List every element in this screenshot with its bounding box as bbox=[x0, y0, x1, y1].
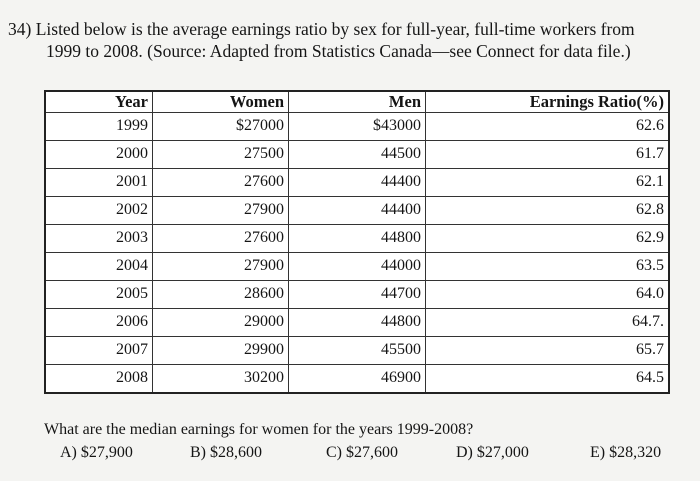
cell-ratio: 65.7 bbox=[426, 336, 670, 364]
answer-choice-e[interactable]: E) $28,320 bbox=[590, 444, 662, 461]
header-women: Women bbox=[153, 91, 289, 113]
cell-year: 2002 bbox=[45, 196, 153, 224]
header-earnings-ratio: Earnings Ratio(%) bbox=[426, 91, 670, 113]
cell-year: 1999 bbox=[45, 113, 153, 141]
answer-choice-c[interactable]: C) $27,600 bbox=[326, 444, 398, 461]
cell-women: 28600 bbox=[153, 280, 289, 308]
cell-women: 29000 bbox=[153, 308, 289, 336]
cell-women: $27000 bbox=[153, 113, 289, 141]
cell-ratio: 62.1 bbox=[426, 168, 670, 196]
cell-men: 45500 bbox=[289, 336, 426, 364]
cell-ratio: 64.7. bbox=[426, 308, 670, 336]
cell-women: 27600 bbox=[153, 224, 289, 252]
table-header-row bbox=[45, 91, 669, 113]
cell-women: 30200 bbox=[153, 364, 289, 393]
table-row bbox=[45, 308, 669, 336]
question-line-2: 1999 to 2008. (Source: Adapted from Statistics Canada—see Connect for data file.) bbox=[46, 41, 631, 61]
cell-year: 2004 bbox=[45, 252, 153, 280]
answer-choice-d[interactable]: D) $27,000 bbox=[456, 444, 529, 461]
table-row bbox=[45, 140, 669, 168]
cell-year: 2000 bbox=[45, 140, 153, 168]
answer-choice-b[interactable]: B) $28,600 bbox=[190, 444, 262, 461]
cell-women: 27900 bbox=[153, 252, 289, 280]
question-text bbox=[8, 18, 688, 62]
cell-men: 44700 bbox=[289, 280, 426, 308]
cell-year: 2005 bbox=[45, 280, 153, 308]
cell-women: 27600 bbox=[153, 168, 289, 196]
table-row bbox=[45, 196, 669, 224]
question-line-1: 34) Listed below is the average earnings ratio by sex for full-year, full-time workers from bbox=[8, 19, 635, 39]
cell-men: 44800 bbox=[289, 308, 426, 336]
cell-men: 46900 bbox=[289, 364, 426, 393]
cell-ratio: 63.5 bbox=[426, 252, 670, 280]
cell-men: 44400 bbox=[289, 196, 426, 224]
header-year: Year bbox=[45, 91, 153, 113]
cell-year: 2008 bbox=[45, 364, 153, 393]
cell-ratio: 62.8 bbox=[426, 196, 670, 224]
cell-ratio: 62.6 bbox=[426, 113, 670, 141]
table-row bbox=[45, 168, 669, 196]
cell-women: 27500 bbox=[153, 140, 289, 168]
cell-ratio: 62.9 bbox=[426, 224, 670, 252]
table-row bbox=[45, 280, 669, 308]
cell-women: 29900 bbox=[153, 336, 289, 364]
cell-ratio: 64.5 bbox=[426, 364, 670, 393]
median-question-prompt: What are the median earnings for women for the years 1999-2008? bbox=[44, 421, 474, 438]
header-men: Men bbox=[289, 91, 426, 113]
table-row bbox=[45, 113, 669, 141]
table-row bbox=[45, 364, 669, 393]
table-row bbox=[45, 224, 669, 252]
cell-year: 2001 bbox=[45, 168, 153, 196]
cell-men: 44000 bbox=[289, 252, 426, 280]
table-row bbox=[45, 336, 669, 364]
earnings-table bbox=[44, 90, 670, 394]
cell-year: 2007 bbox=[45, 336, 153, 364]
cell-ratio: 61.7 bbox=[426, 140, 670, 168]
answer-choice-a[interactable]: A) $27,900 bbox=[60, 444, 133, 461]
cell-men: 44800 bbox=[289, 224, 426, 252]
cell-men: 44400 bbox=[289, 168, 426, 196]
cell-year: 2003 bbox=[45, 224, 153, 252]
cell-men: 44500 bbox=[289, 140, 426, 168]
cell-women: 27900 bbox=[153, 196, 289, 224]
cell-year: 2006 bbox=[45, 308, 153, 336]
cell-ratio: 64.0 bbox=[426, 280, 670, 308]
table-row bbox=[45, 252, 669, 280]
cell-men: $43000 bbox=[289, 113, 426, 141]
